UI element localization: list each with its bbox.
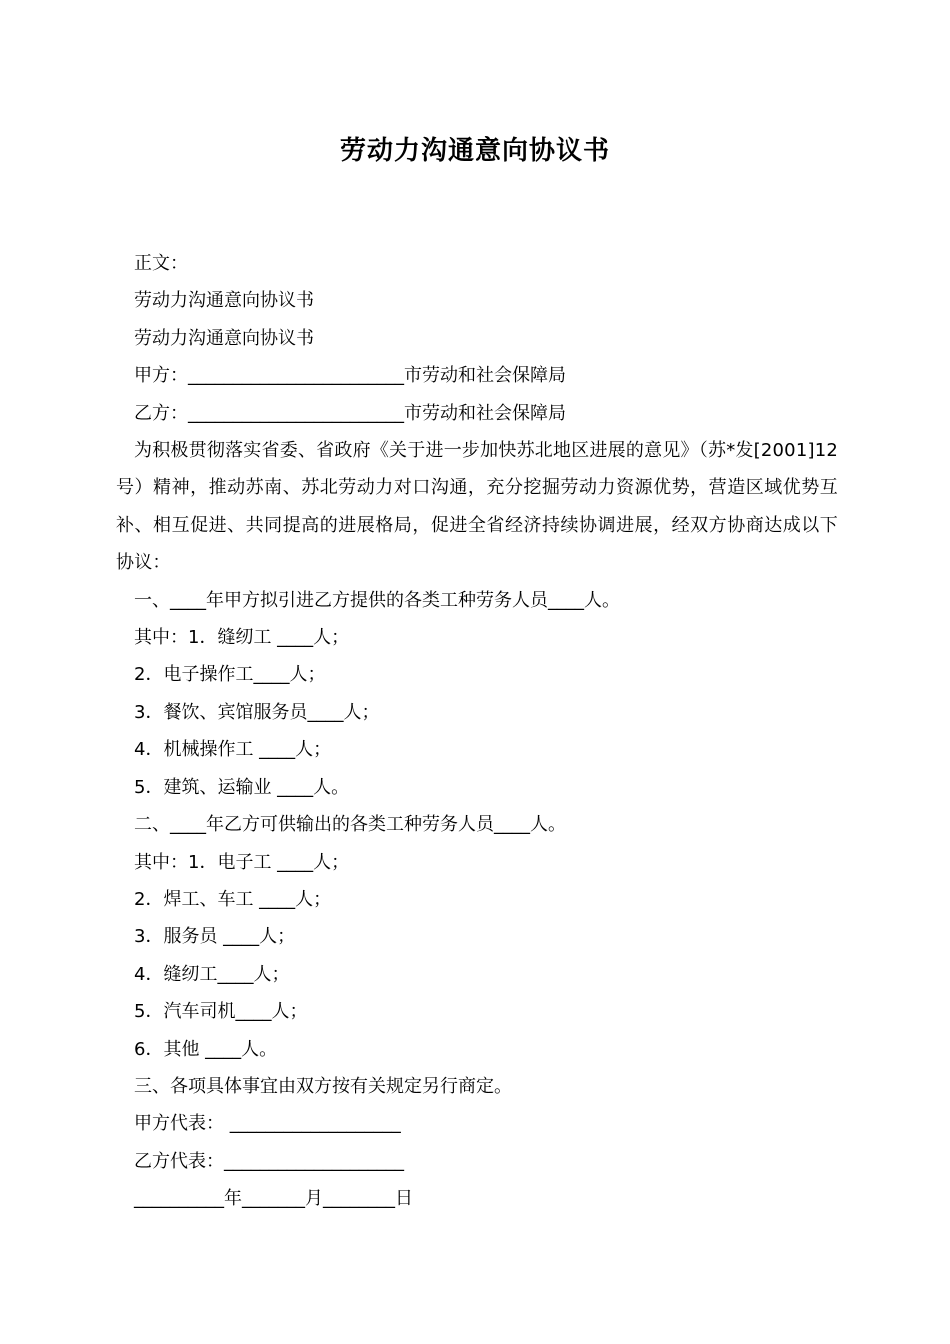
clause-2-item: 6．其他 ____人。 — [134, 1038, 278, 1060]
date-line: __________年_______月________日 — [134, 1188, 413, 1210]
body-label: 正文： — [134, 253, 188, 274]
party-a-representative: 甲方代表： ___________________ — [134, 1113, 401, 1135]
party-b-line: 乙方：________________________市劳动和社会保障局 — [134, 402, 566, 424]
party-b-representative: 乙方代表：____________________ — [134, 1150, 404, 1172]
clause-2-item: 4．缝纫工____人； — [134, 963, 290, 985]
clause-1-item: 2．电子操作工____人； — [134, 664, 326, 686]
clause-1-item: 其中：1．缝纫工 ____人； — [134, 627, 350, 649]
clause-2: 二、____年乙方可供输出的各类工种劳务人员____人。 — [134, 814, 566, 836]
clause-2-item: 5．汽车司机____人； — [134, 1001, 308, 1023]
document-body — [116, 245, 838, 1218]
document-title: 劳动力沟通意向协议书 — [339, 136, 610, 166]
clause-2-item: 其中：1．电子工 ____人； — [134, 851, 350, 873]
clause-2-item: 3．服务员 ____人； — [134, 926, 296, 948]
clause-3: 三、各项具体事宜由双方按有关规定另行商定。 — [134, 1075, 512, 1097]
clause-2-item: 2．焊工、车工 ____人； — [134, 888, 332, 910]
clause-1-item: 3．餐饮、宾馆服务员____人； — [134, 701, 380, 723]
intro-paragraph: 为积极贯彻落实省委、省政府《关于进一步加快苏北地区进展的意见》（苏*发[2001]12号）精神，推动苏南、苏北劳动力对口沟通，充分挖掘劳动力资源优势，营造区域优势互补、相互促进、共同提高的进展格局，促进全省经济持续协调进展，经双方协商达成以下协议： — [116, 440, 838, 574]
subtitle-line: 劳动力沟通意向协议书 — [134, 290, 314, 312]
clause-1-item: 5．建筑、运输业 ____人。 — [134, 776, 350, 798]
clause-1-item: 4．机械操作工 ____人； — [134, 739, 332, 761]
clause-1: 一、____年甲方拟引进乙方提供的各类工种劳务人员____人。 — [134, 589, 620, 611]
party-a-line: 甲方：________________________市劳动和社会保障局 — [134, 365, 566, 387]
subtitle-line: 劳动力沟通意向协议书 — [134, 327, 314, 349]
